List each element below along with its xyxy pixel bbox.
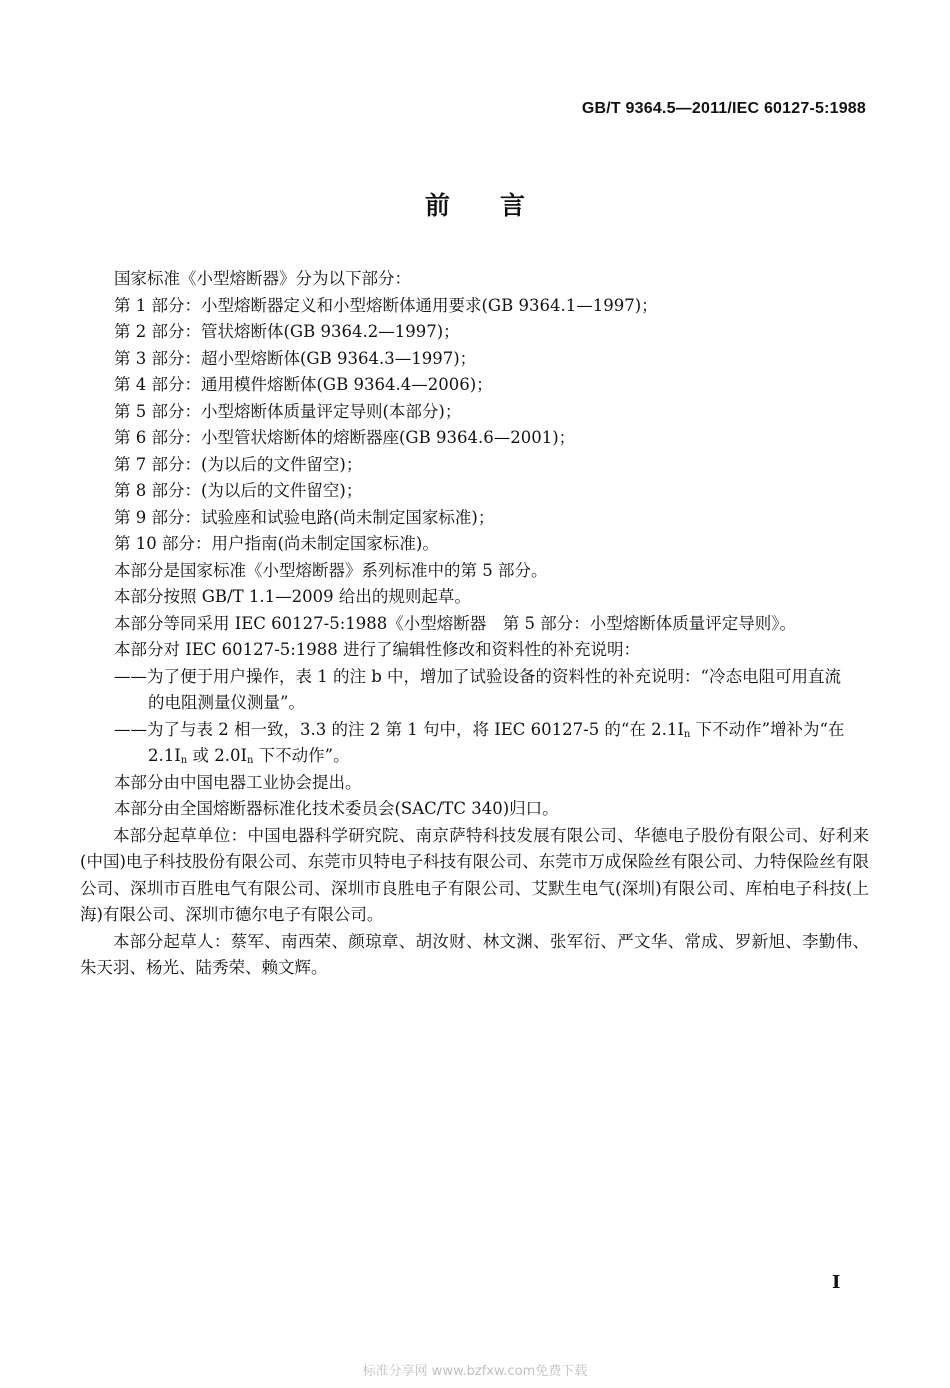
part-7: 第 7 部分：(为以后的文件留空)； bbox=[114, 454, 363, 474]
part-5: 第 5 部分：小型熔断体质量评定导则(本部分)； bbox=[114, 401, 462, 421]
modification-2-text-b: 下不动作”增补为“在 bbox=[690, 719, 845, 739]
modification-2-text-a: ——为了与表 2 相一致，3.3 的注 2 第 1 句中，将 IEC 60127-5 的“在 2.1I bbox=[114, 719, 684, 739]
modification-2-line-2 bbox=[114, 743, 869, 770]
foreword-body bbox=[80, 266, 869, 982]
drafters-paragraph: 本部分起草人：蔡军、南西荣、颜琼章、胡汝财、林文渊、张军衍、严文华、常成、罗新旭、李勤伟、朱天羽、杨光、陆秀荣、赖文辉。 bbox=[80, 931, 869, 977]
modification-2-subscript-b: n bbox=[180, 755, 188, 766]
standard-code-header: GB/T 9364.5—2011/IEC 60127-5:1988 bbox=[581, 100, 866, 117]
statement-adoption: 本部分等同采用 IEC 60127-5:1988《小型熔断器 第 5 部分：小型熔断体质量评定导则》。 bbox=[114, 613, 797, 633]
part-4: 第 4 部分：通用模件熔断体(GB 9364.4—2006)； bbox=[114, 375, 493, 394]
modification-item-2 bbox=[114, 717, 869, 770]
part-9: 第 9 部分：试验座和试验电路(尚未制定国家标准)； bbox=[114, 507, 495, 527]
part-3: 第 3 部分：超小型熔断体(GB 9364.3—1997)； bbox=[114, 348, 477, 368]
modification-1-line-1: ——为了便于用户操作，表 1 的注 b 中，增加了试验设备的资料性的补充说明：“冷态电阻可用直流 bbox=[114, 666, 841, 686]
watermark: 标准分享网 www.bzfxw.com免费下载 bbox=[362, 1364, 588, 1379]
modification-2-subscript-c: n bbox=[246, 755, 254, 766]
modification-2-line-1 bbox=[114, 717, 869, 744]
intro-line: 国家标准《小型熔断器》分为以下部分： bbox=[114, 269, 411, 288]
page-number: I bbox=[832, 1272, 841, 1293]
centralized-statement: 本部分由全国熔断器标准化技术委员会(SAC/TC 340)归口。 bbox=[114, 799, 559, 818]
statement-drafting-rules: 本部分按照 GB/T 1.1—2009 给出的规则起草。 bbox=[114, 587, 471, 606]
part-10: 第 10 部分：用户指南(尚未制定国家标准)。 bbox=[114, 534, 439, 553]
drafting-units-paragraph: 本部分起草单位：中国电器科学研究院、南京萨特科技发展有限公司、华德电子股份有限公司、好利来(中国)电子科技股份有限公司、东莞市贝特电子科技有限公司、东莞市万成保险丝有限公司、力特保险丝有限公司、深圳市百胜电气有限公司、深圳市良胜电子有限公司、艾默生电气(深圳)有限公司、库柏电子科技(上海)有限公司、深圳市德尔电子有限公司。 bbox=[80, 825, 869, 924]
part-1: 第 1 部分：小型熔断器定义和小型熔断体通用要求(GB 9364.1—1997)； bbox=[114, 295, 658, 315]
part-2: 第 2 部分：管状熔断体(GB 9364.2—1997)； bbox=[114, 322, 460, 341]
page-title: 前言 bbox=[424, 191, 575, 220]
proposer-statement: 本部分由中国电器工业协会提出。 bbox=[114, 772, 362, 792]
modification-item-1 bbox=[114, 664, 869, 717]
part-6: 第 6 部分：小型管状熔断体的熔断器座(GB 9364.6—2001)； bbox=[114, 428, 576, 447]
modification-2-text-c: 2.1I bbox=[148, 746, 181, 765]
modification-2-text-d: 或 2.0I bbox=[187, 746, 247, 765]
part-8: 第 8 部分：(为以后的文件留空)； bbox=[114, 481, 363, 500]
statement-modifications: 本部分对 IEC 60127-5:1988 进行了编辑性修改和资料性的补充说明： bbox=[114, 640, 641, 659]
modification-1-line-2: 的电阻测量仪测量”。 bbox=[148, 693, 305, 712]
modification-2-text-e: 下不动作”。 bbox=[253, 746, 350, 765]
statement-series: 本部分是国家标准《小型熔断器》系列标准中的第 5 部分。 bbox=[114, 560, 548, 580]
modification-2-subscript-a: n bbox=[683, 728, 691, 740]
